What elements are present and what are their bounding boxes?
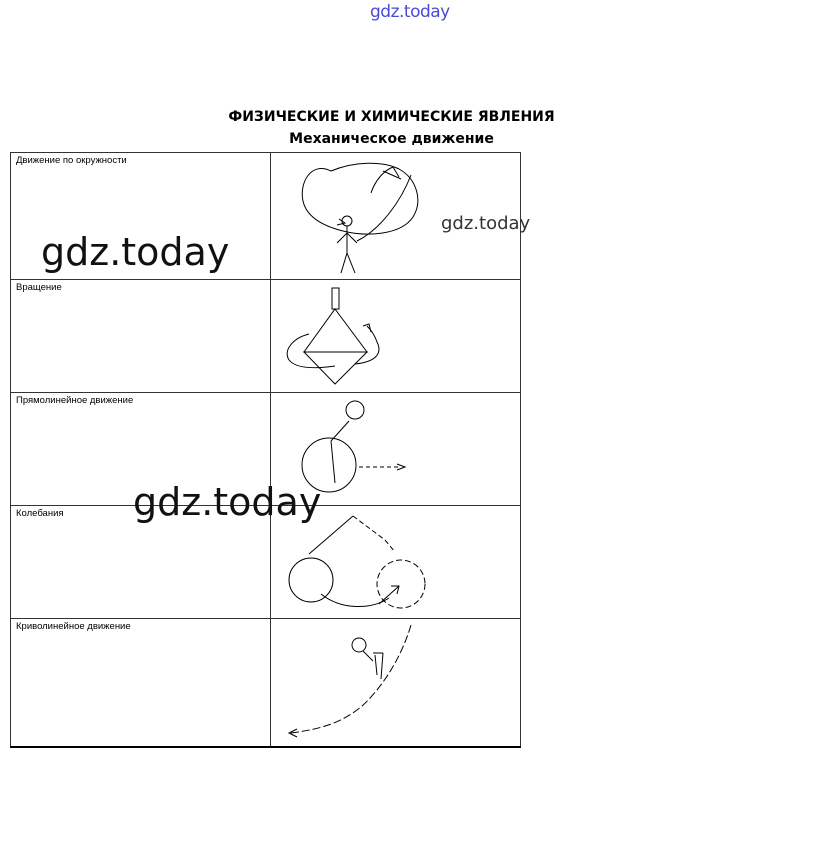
table-row bbox=[11, 619, 521, 748]
row-picture bbox=[271, 393, 521, 506]
page-title: ФИЗИЧЕСКИЕ И ХИМИЧЕСКИЕ ЯВЛЕНИЯ bbox=[228, 109, 555, 125]
row-picture bbox=[271, 280, 521, 393]
row-label: Вращение bbox=[11, 280, 271, 393]
row-label: Прямолинейное движение bbox=[11, 393, 271, 506]
watermark-small: gdz.today bbox=[441, 213, 531, 234]
row-picture bbox=[271, 506, 521, 619]
rolling-ball-drawing-icon bbox=[271, 393, 520, 505]
watermark-large: gdz.today bbox=[133, 480, 322, 524]
watermark-top: gdz.today bbox=[370, 2, 450, 22]
stick-figure-circle-drawing-icon bbox=[271, 153, 520, 279]
row-picture bbox=[271, 619, 521, 748]
table-row bbox=[11, 393, 521, 506]
watermark-large: gdz.today bbox=[41, 230, 230, 274]
table-row bbox=[11, 280, 521, 393]
row-label: Криволинейное движение bbox=[11, 619, 271, 748]
page-subtitle: Механическое движение bbox=[289, 131, 494, 147]
row-label: Колебания bbox=[11, 506, 271, 619]
table-row bbox=[11, 153, 521, 280]
pendulum-drawing-icon bbox=[271, 506, 520, 618]
row-picture bbox=[271, 153, 521, 280]
table-row bbox=[11, 506, 521, 619]
motion-table bbox=[10, 152, 521, 748]
row-label: Движение по окружности bbox=[11, 153, 271, 280]
spinning-top-drawing-icon bbox=[271, 280, 520, 392]
sledding-curve-drawing-icon bbox=[271, 619, 520, 746]
